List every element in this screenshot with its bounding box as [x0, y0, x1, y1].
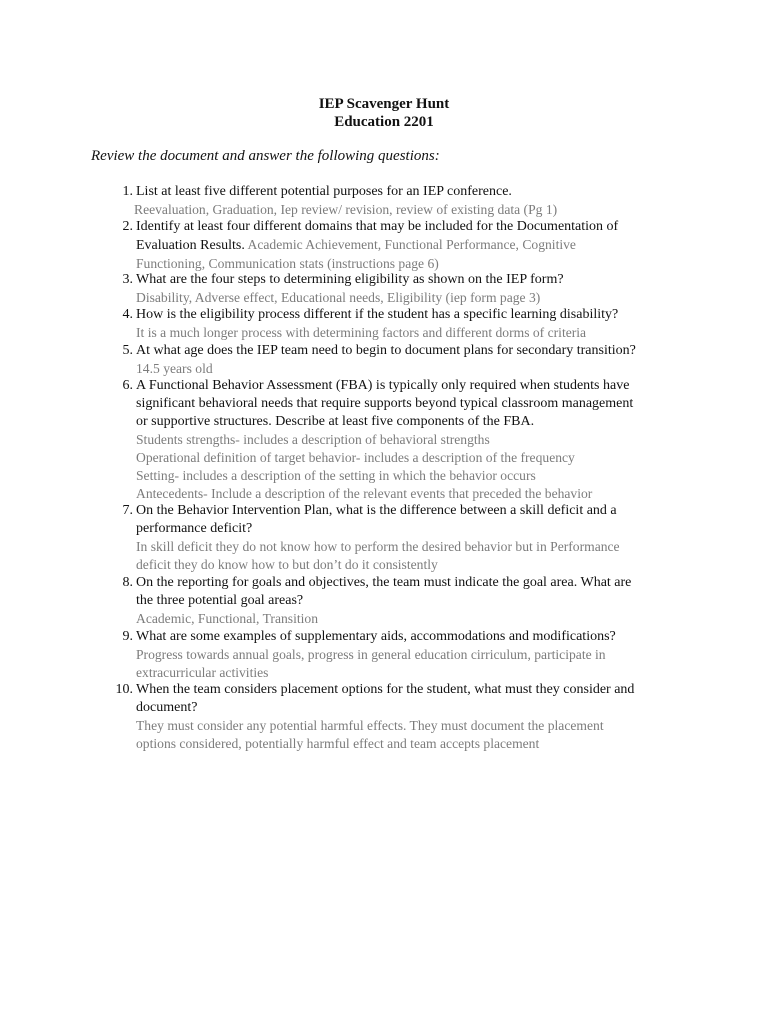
document-title: IEP Scavenger Hunt	[318, 96, 450, 112]
answer-text: They must consider any potential harmful effects. They must document the placement	[136, 718, 604, 733]
question-item-5	[111, 342, 671, 378]
answer-text: Academic, Functional, Transition	[136, 611, 318, 626]
answer-text: Progress towards annual goals, progress in general education cirriculum, participate in	[136, 647, 606, 662]
question-text: significant behavioral needs that require supports beyond typical classroom management	[136, 396, 634, 411]
question-text: Evaluation Results.	[136, 238, 245, 253]
answer-text: Academic Achievement, Functional Performance, Cognitive	[244, 237, 576, 252]
question-text: What are some examples of supplementary aids, accommodations and modifications?	[136, 629, 616, 644]
question-number: 8.	[122, 575, 133, 590]
answer-text: Functioning, Communication stats (instructions page 6)	[136, 256, 439, 271]
answer-text: In skill deficit they do not know how to perform the desired behavior but in Performance	[136, 539, 620, 554]
answer-text: It is a much longer process with determining factors and different dorms of criteria	[136, 325, 587, 340]
question-number: 4.	[122, 307, 133, 322]
answer-text: Disability, Adverse effect, Educational needs, Eligibility (iep form page 3)	[136, 290, 541, 305]
question-text: When the team considers placement options for the student, what must they consider and	[136, 682, 635, 697]
question-number: 7.	[122, 503, 133, 518]
question-number: 6.	[122, 378, 133, 393]
question-text: document?	[136, 700, 198, 715]
answer-text: deficit they do know how to but don’t do it consistently	[136, 557, 438, 572]
answer-text: Antecedents- Include a description of the relevant events that preceded the behavior	[136, 486, 593, 501]
question-item-7	[111, 502, 671, 574]
answer-text: 14.5 years old	[136, 361, 213, 376]
question-number: 2.	[122, 219, 133, 234]
question-text: Identify at least four different domains that may be included for the Documentation of	[136, 219, 619, 234]
question-number: 10.	[115, 682, 133, 697]
question-text: How is the eligibility process different if the student has a specific learning disability?	[136, 307, 619, 322]
question-text: What are the four steps to determining eligibility as shown on the IEP form?	[136, 272, 564, 287]
question-item-2	[111, 218, 671, 273]
question-number: 5.	[122, 343, 133, 358]
question-item-8	[111, 574, 671, 628]
question-text: the three potential goal areas?	[136, 593, 304, 608]
answer-text: options considered, potentially harmful effect and team accepts placement	[136, 736, 540, 751]
question-text: At what age does the IEP team need to begin to document plans for secondary transition?	[136, 343, 636, 358]
question-item-10	[111, 681, 671, 753]
question-text: A Functional Behavior Assessment (FBA) is typically only required when students have	[136, 378, 630, 393]
question-number: 1.	[122, 184, 133, 199]
question-number: 9.	[122, 629, 133, 644]
question-item-4	[111, 306, 671, 342]
question-item-9	[111, 628, 671, 682]
question-text: performance deficit?	[136, 521, 253, 536]
question-item-3	[111, 271, 671, 307]
answer-text: Setting- includes a description of the setting in which the behavior occurs	[136, 468, 536, 483]
answer-text: extracurricular activities	[136, 665, 269, 680]
question-number: 3.	[122, 272, 133, 287]
question-item-6	[111, 377, 671, 503]
question-text: On the Behavior Intervention Plan, what is the difference between a skill deficit and a	[136, 503, 617, 518]
course-title: Education 2201	[334, 114, 434, 130]
answer-text: Operational definition of target behavior- includes a description of the frequency	[136, 450, 575, 465]
answer-text: Reevaluation, Graduation, Iep review/ revision, review of existing data (Pg 1)	[134, 202, 558, 217]
question-text: or supportive structures. Describe at least five components of the FBA.	[136, 414, 535, 429]
answer-text: Students strengths- includes a description of behavioral strengths	[136, 432, 490, 447]
question-text: List at least five different potential purposes for an IEP conference.	[136, 184, 512, 199]
question-text: On the reporting for goals and objectives, the team must indicate the goal area. What are	[136, 575, 632, 590]
question-item-1	[111, 183, 671, 219]
instructions: Review the document and answer the following questions:	[91, 148, 440, 164]
